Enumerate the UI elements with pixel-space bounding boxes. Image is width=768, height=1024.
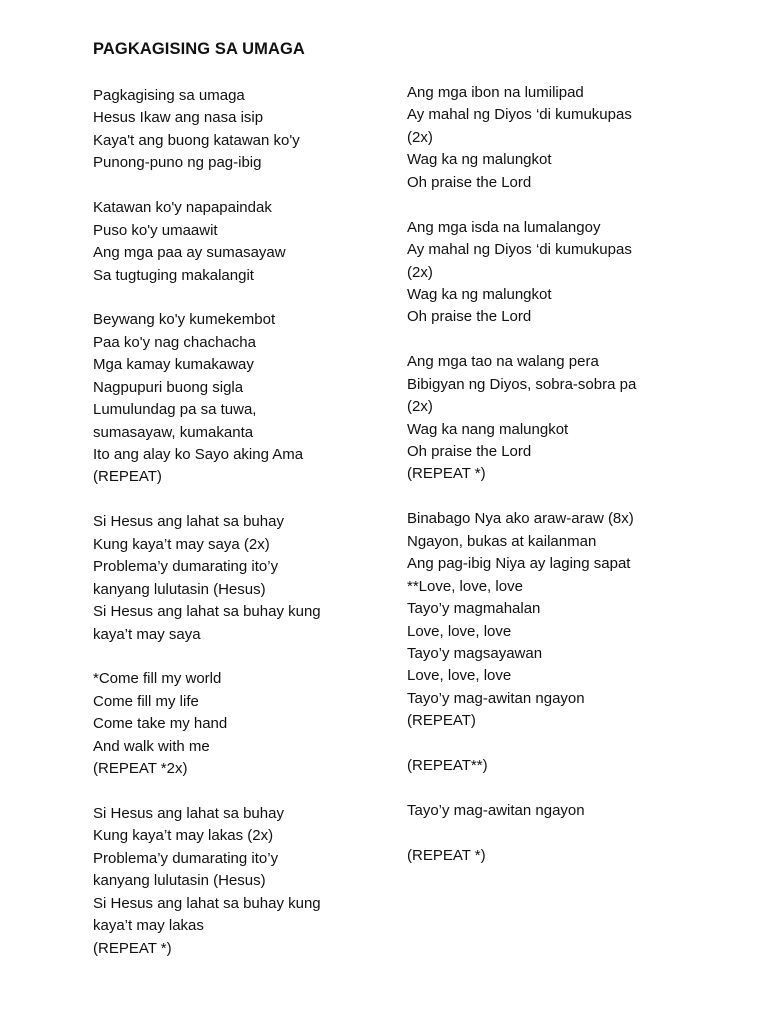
lyric-line: Tayo’y magsayawan: [407, 644, 543, 662]
lyric-line: Come take my hand: [93, 715, 228, 733]
lyric-line: Punong-puno ng pag-ibig: [93, 154, 262, 172]
lyric-line: Love, love, love: [407, 667, 512, 685]
lyric-line: (REPEAT *): [93, 939, 172, 957]
lyric-line: Wag ka ng malungkot: [407, 285, 552, 303]
lyric-line: (REPEAT *): [407, 846, 486, 864]
lyric-line: Oh praise the Lord: [407, 173, 532, 191]
lyric-line: Hesus Ikaw ang nasa isip: [93, 109, 264, 127]
lyric-line: *Come fill my world: [93, 670, 222, 688]
lyric-line: Ang mga ibon na lumilipad: [407, 84, 584, 101]
lyric-line: kaya’t may lakas: [93, 917, 204, 935]
left-stanza-5: [93, 668, 321, 780]
lyric-line: Wag ka ng malungkot: [407, 151, 552, 169]
lyric-line: Ay mahal ng Diyos ‘di kumukupas: [407, 241, 632, 259]
lyric-line: sumasayaw, kumakanta: [93, 423, 254, 441]
lyric-line: Kaya't ang buong katawan ko'y: [93, 131, 300, 149]
lyric-line: Binabago Nya ako araw-araw (8x): [407, 510, 634, 528]
lyric-line: Tayo’y magmahalan: [407, 600, 541, 618]
right-column: [407, 82, 636, 890]
song-title: PAGKAGISING SA UMAGA: [93, 40, 305, 58]
lyric-line: Oh praise the Lord: [407, 443, 532, 460]
left-column: [93, 85, 321, 983]
lyric-line: Ang pag-ibig Niya ay laging sapat: [407, 555, 631, 573]
lyric-line: Bibigyan ng Diyos, sobra-sobra pa: [407, 375, 637, 393]
lyric-line: Paa ko'y nag chachacha: [93, 333, 256, 351]
left-stanza-3: [93, 309, 321, 489]
lyric-line: (REPEAT): [93, 468, 162, 486]
right-stanza-6: [407, 800, 636, 822]
lyric-line: Problema’y dumarating ito’y: [93, 558, 279, 576]
lyric-line: Kung kaya’t may saya (2x): [93, 535, 270, 553]
lyric-line: Ang mga tao na walang pera: [407, 353, 599, 371]
lyric-line: Problema’y dumarating ito’y: [93, 849, 279, 867]
lyric-line: (REPEAT *): [407, 465, 486, 483]
lyric-line: Tayo’y mag-awitan ngayon: [407, 802, 585, 819]
lyric-line: Pagkagising sa umaga: [93, 87, 245, 104]
lyric-line: (REPEAT): [407, 712, 476, 730]
lyric-line: Oh praise the Lord: [407, 308, 532, 326]
lyric-line: Si Hesus ang lahat sa buhay: [93, 513, 284, 531]
right-stanza-3: [407, 351, 636, 486]
lyric-line: And walk with me: [93, 737, 210, 755]
lyric-line: Ito ang alay ko Sayo aking Ama: [93, 446, 304, 463]
lyric-line: Come fill my life: [93, 692, 199, 710]
lyric-line: **Love, love, love: [407, 577, 523, 595]
right-stanza-2: [407, 217, 636, 329]
left-stanza-2: [93, 197, 321, 287]
lyric-line: (2x): [407, 263, 433, 281]
right-stanza-5: [407, 755, 636, 777]
lyric-line: Nagpupuri buong sigla: [93, 378, 244, 396]
left-stanza-4: [93, 511, 321, 646]
right-stanza-1: [407, 82, 636, 194]
lyric-line: Lumulundag pa sa tuwa,: [93, 401, 257, 419]
lyric-line: Ang mga isda na lumalangoy: [407, 218, 601, 236]
lyric-line: Puso ko'y umaawit: [93, 221, 218, 239]
lyric-line: kanyang lulutasin (Hesus): [93, 872, 266, 890]
lyric-line: (2x): [407, 398, 433, 416]
left-stanza-1: [93, 85, 321, 175]
lyric-line: Beywang ko'y kumekembot: [93, 311, 276, 329]
lyric-line: kanyang lulutasin (Hesus): [93, 580, 266, 598]
lyric-line: (REPEAT**): [407, 757, 488, 775]
lyric-line: Kung kaya’t may lakas (2x): [93, 827, 274, 845]
right-stanza-7: [407, 845, 636, 867]
lyric-line: Si Hesus ang lahat sa buhay kung: [93, 603, 321, 621]
lyric-line: Mga kamay kumakaway: [93, 356, 254, 374]
lyric-line: Ngayon, bukas at kailanman: [407, 532, 597, 550]
lyric-line: Tayo’y mag-awitan ngayon: [407, 689, 585, 707]
lyric-line: Katawan ko'y napapaindak: [93, 199, 272, 217]
left-stanza-6: [93, 803, 321, 960]
lyric-line: Ay mahal ng Diyos ‘di kumukupas: [407, 106, 632, 124]
lyric-line: Wag ka nang malungkot: [407, 420, 569, 438]
lyric-line: Si Hesus ang lahat sa buhay kung: [93, 894, 321, 912]
right-stanza-4: [407, 508, 636, 732]
lyric-line: (REPEAT *2x): [93, 760, 188, 778]
lyric-line: Love, love, love: [407, 622, 512, 640]
lyric-line: Sa tugtuging makalangit: [93, 266, 254, 284]
lyric-line: (2x): [407, 128, 433, 146]
lyric-line: Si Hesus ang lahat sa buhay: [93, 805, 284, 822]
lyric-line: Ang mga paa ay sumasayaw: [93, 244, 286, 262]
lyric-line: kaya’t may saya: [93, 625, 201, 643]
